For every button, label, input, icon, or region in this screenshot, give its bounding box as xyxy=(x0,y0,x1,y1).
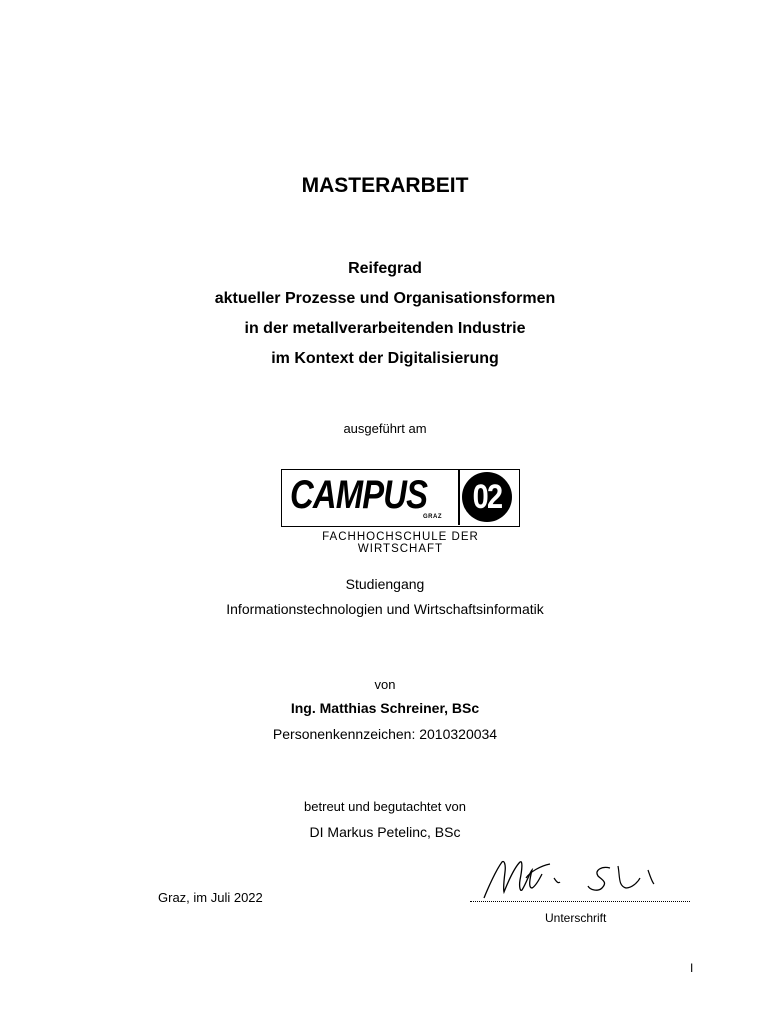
logo-graz-label: GRAZ xyxy=(423,514,442,520)
logo-subtitle: FACHHOCHSCHULE DER WIRTSCHAFT xyxy=(322,531,479,555)
thesis-title-line-1: Reifegrad xyxy=(348,260,422,277)
thesis-title-line-4: im Kontext der Digitalisierung xyxy=(271,350,499,367)
supervisor-name: DI Markus Petelinc, BSc xyxy=(309,824,461,840)
thesis-title-line-3: in der metallverarbeitenden Industrie xyxy=(244,320,526,337)
executed-at-label: ausgeführt am xyxy=(343,421,427,436)
handwritten-signature xyxy=(470,848,670,904)
logo-number: 02 xyxy=(472,478,502,516)
program-name: Informationstechnologien und Wirtschaftsinformatik xyxy=(226,601,544,617)
personal-id: Personenkennzeichen: 2010320034 xyxy=(272,726,498,742)
signature-label: Unterschrift xyxy=(545,911,607,925)
author-name: Ing. Matthias Schreiner, BSc xyxy=(290,700,480,716)
place-date: Graz, im Juli 2022 xyxy=(158,890,263,905)
campus02-logo xyxy=(281,469,520,527)
supervised-label: betreut und begutachtet von xyxy=(304,799,466,814)
document-title: MASTERARBEIT xyxy=(301,174,469,197)
by-label: von xyxy=(374,677,396,692)
page-number: I xyxy=(690,961,694,975)
program-label: Studiengang xyxy=(345,576,425,592)
thesis-title-line-2: aktueller Prozesse und Organisationsformen xyxy=(214,290,556,307)
logo-divider xyxy=(458,470,460,525)
logo-wordmark: CAMPUS xyxy=(290,473,428,517)
logo-wordmark-box xyxy=(282,470,458,525)
